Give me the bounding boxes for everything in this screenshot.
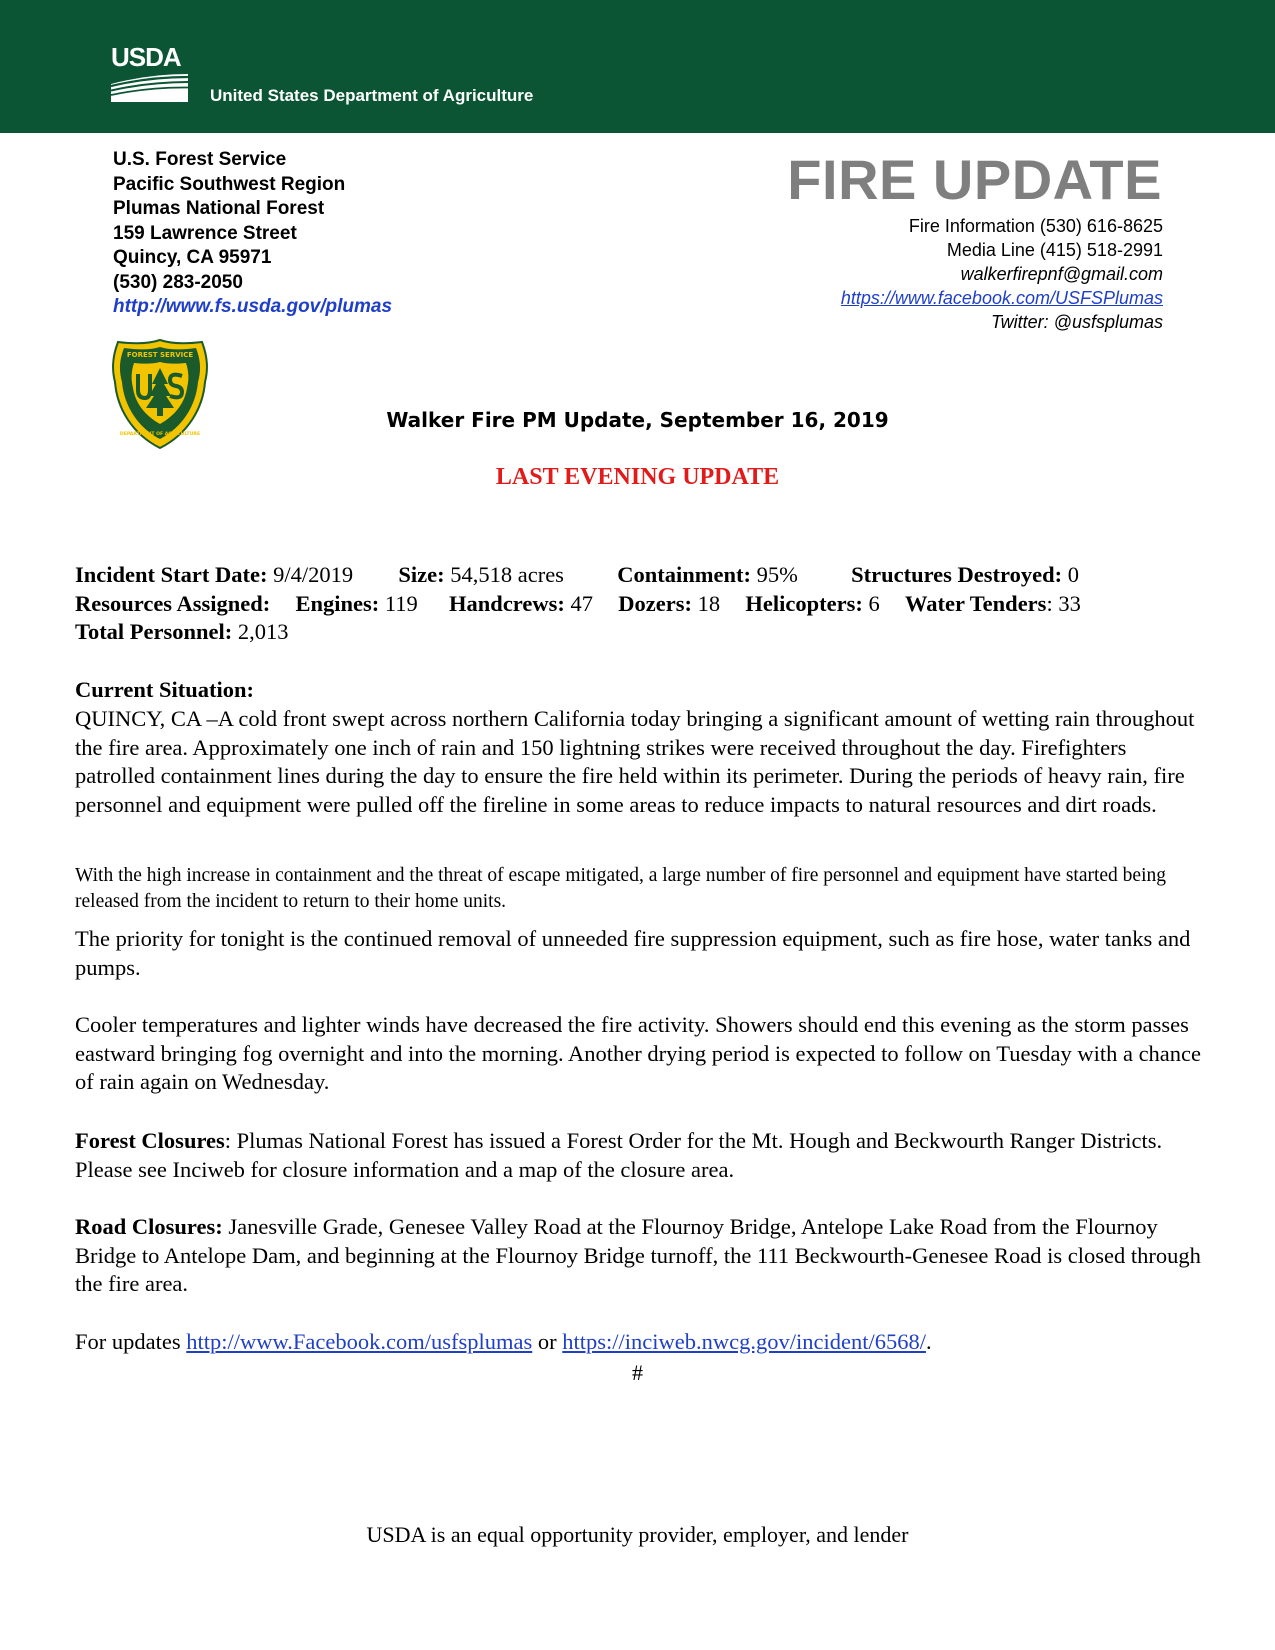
helicopters-label: Helicopters: (745, 590, 863, 616)
inciweb-link[interactable]: https://inciweb.nwcg.gov/incident/6568/ (562, 1329, 926, 1354)
structures-value: 0 (1062, 562, 1079, 587)
road-closures-text: Janesville Grade, Genesee Valley Road at the Flournoy Bridge, Antelope Lake Road from the Flournoy Bridge to Antelope Dam, and beginning at the Flournoy Bridge turnoff, the 111 Beckwourth-Genesee Road is closed through the fire area. (75, 1214, 1201, 1296)
fire-update-title: FIRE UPDATE (787, 148, 1162, 211)
water-tenders-label: Water Tenders (904, 590, 1047, 616)
department-name: United States Department of Agriculture (210, 86, 534, 105)
current-situation-heading: Current Situation: (75, 677, 254, 702)
forest-closures-text: : Plumas National Forest has issued a Forest Order for the Mt. Hough and Beckwourth Ranger Districts. Please see Inciweb for closure information and a map of the closure area. (75, 1128, 1163, 1182)
stats-row-3 (75, 618, 1081, 647)
last-evening-update-label: LAST EVENING UPDATE (495, 464, 780, 490)
address-line: Plumas National Forest (113, 198, 325, 219)
size-label: Size: (398, 562, 445, 587)
address-line: 159 Lawrence Street (113, 222, 297, 244)
personnel-value: 2,013 (232, 619, 289, 644)
contact-email[interactable]: walkerfirepnf@gmail.com (960, 264, 1163, 284)
footer-statement: USDA is an equal opportunity provider, employer, and lender (366, 1522, 909, 1547)
stats-row-1 (75, 561, 1081, 590)
usda-swoosh-icon (111, 72, 188, 102)
dozers-value: 18 (691, 590, 721, 616)
media-line-phone: Media Line (415) 518-2991 (946, 240, 1163, 260)
resources-label: Resources Assigned: (75, 590, 271, 616)
road-closures-label: Road Closures: (75, 1214, 223, 1239)
release-paragraph: With the high increase in containment and the threat of escape mitigated, a large number of fire personnel and equipment have started being released from the incident to return to their home units. (75, 865, 1167, 912)
engines-label: Engines: (295, 590, 380, 616)
contact-block (841, 214, 1163, 334)
office-address (113, 148, 392, 320)
facebook-updates-link[interactable]: http://www.Facebook.com/usfsplumas (186, 1329, 533, 1354)
containment-value: 95% (750, 562, 798, 587)
forest-service-shield-icon (110, 338, 210, 450)
updates-middle: or (532, 1329, 563, 1354)
shield-text-top: FOREST SERVICE (126, 351, 194, 359)
start-date-label: Incident Start Date: (75, 562, 268, 587)
personnel-label: Total Personnel: (75, 619, 233, 644)
dozers-label: Dozers: (618, 590, 692, 616)
forest-closures-paragraph (75, 1127, 1210, 1184)
updates-suffix: . (925, 1329, 932, 1354)
engines-value: 119 (379, 590, 418, 616)
updates-line (75, 1328, 1210, 1357)
forest-website-link[interactable]: http://www.fs.usda.gov/plumas (113, 296, 393, 317)
containment-label: Containment: (617, 562, 751, 587)
usda-logo (111, 44, 188, 104)
shield-text-bottom: DEPARTMENT OF AGRICULTURE (119, 432, 201, 437)
document-title: Walker Fire PM Update, September 16, 2019 (386, 408, 889, 432)
size-value: 54,518 acres (444, 562, 564, 587)
situation-paragraph: QUINCY, CA –A cold front swept across northern California today bringing a significant amount of wetting rain throughout the fire area. Approximately one inch of rain and 150 lightning strikes were received throughout the day. Firefighters patrolled containment lines during the day to ensure the fire held within its perimeter. During the periods of heavy rain, fire personnel and equipment were pulled off the fireline in some areas to reduce impacts to natural resources and dirt roads. (75, 706, 1195, 817)
address-line: U.S. Forest Service (113, 149, 287, 170)
handcrews-value: 47 (564, 590, 594, 616)
address-line: Pacific Southwest Region (113, 173, 346, 195)
forest-closures-label: Forest Closures (75, 1128, 225, 1153)
facebook-link[interactable]: https://www.facebook.com/USFSPlumas (840, 288, 1163, 308)
stats-row-2 (75, 590, 1081, 619)
header-banner (0, 0, 1275, 133)
structures-label: Structures Destroyed: (851, 562, 1063, 587)
incident-stats (75, 561, 1081, 647)
address-phone: (530) 283-2050 (113, 271, 243, 293)
usda-logo-text: USDA (111, 42, 181, 72)
end-mark: # (632, 1360, 643, 1385)
handcrews-label: Handcrews: (449, 590, 565, 616)
weather-paragraph: Cooler temperatures and lighter winds have decreased the fire activity. Showers should end this evening as the storm passes eastward bringing fog overnight and into the morning. Another drying period is expected to follow on Tuesday with a chance of rain again on Wednesday. (75, 1012, 1202, 1094)
start-date-value: 9/4/2019 (267, 562, 354, 587)
road-closures-paragraph (75, 1213, 1210, 1299)
twitter-handle: Twitter: @usfsplumas (991, 312, 1163, 332)
water-tenders-value: : 33 (1046, 590, 1081, 616)
helicopters-value: 6 (862, 590, 880, 616)
updates-prefix: For updates (75, 1329, 187, 1354)
fire-info-phone: Fire Information (530) 616-8625 (908, 216, 1163, 236)
address-line: Quincy, CA 95971 (113, 247, 272, 268)
priority-paragraph: The priority for tonight is the continued removal of unneeded fire suppression equipment, such as fire hose, water tanks and pumps. (75, 926, 1191, 980)
